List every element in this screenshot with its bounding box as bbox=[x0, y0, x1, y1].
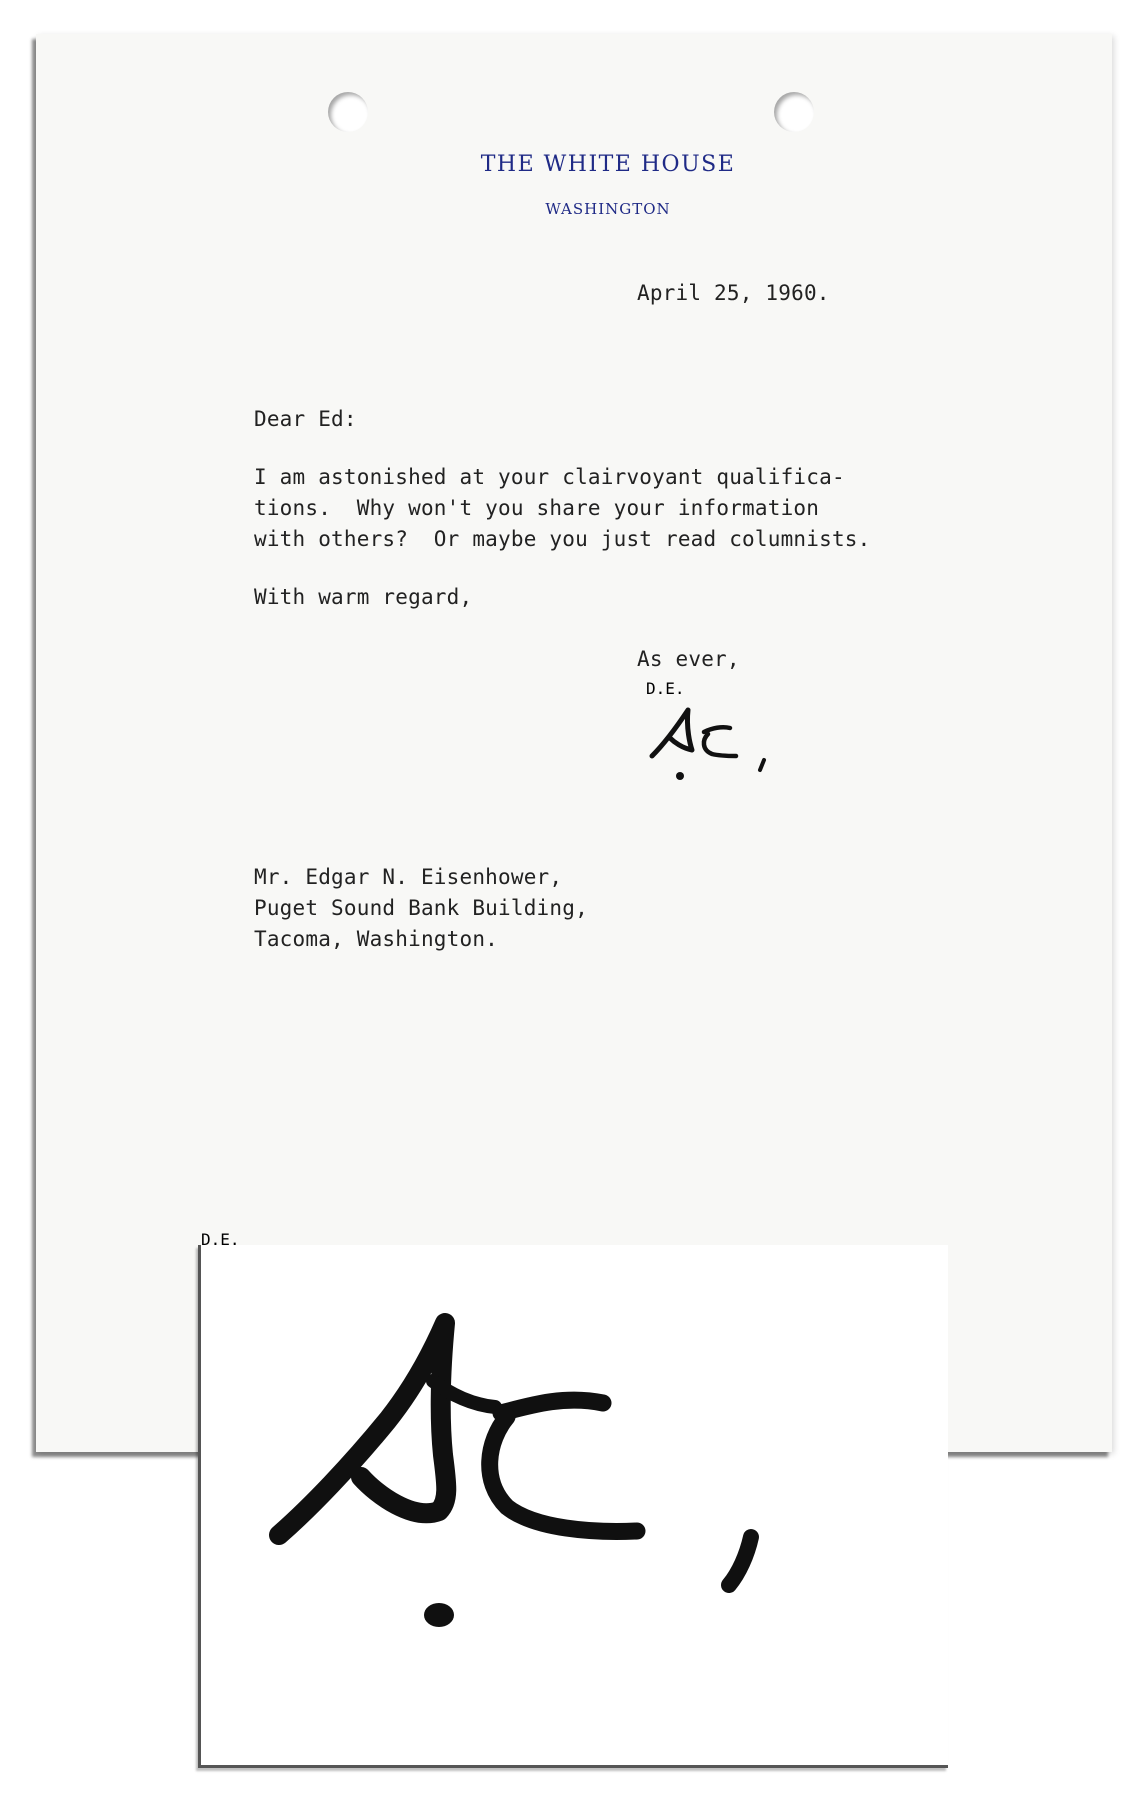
body-line: with others? Or maybe you just read columnists. bbox=[254, 527, 871, 551]
letter-date: April 25, 1960. bbox=[637, 281, 830, 305]
closing: With warm regard, bbox=[254, 585, 473, 609]
recipient-line: Mr. Edgar N. Eisenhower, bbox=[254, 865, 563, 889]
body-line: tions. Why won't you share your information bbox=[254, 496, 820, 520]
punch-hole-right bbox=[774, 92, 814, 132]
signature-small bbox=[646, 679, 796, 804]
signoff: As ever, bbox=[637, 647, 740, 671]
body-line: I am astonished at your clairvoyant qualifica- bbox=[254, 465, 845, 489]
signature-closeup-drawing bbox=[201, 1230, 948, 1765]
letterhead-subtitle: WASHINGTON bbox=[545, 200, 671, 218]
punch-hole-left bbox=[328, 92, 368, 132]
letterhead-title: THE WHITE HOUSE bbox=[480, 152, 736, 177]
signature-small-text: D.E. bbox=[646, 679, 685, 698]
signature-closeup bbox=[198, 1230, 948, 1768]
salutation: Dear Ed: bbox=[254, 407, 357, 431]
recipient-line: Puget Sound Bank Building, bbox=[254, 896, 588, 920]
recipient-line: Tacoma, Washington. bbox=[254, 927, 499, 951]
signature-closeup-text: D.E. bbox=[201, 1230, 240, 1249]
letter-sheet bbox=[36, 34, 1112, 1452]
